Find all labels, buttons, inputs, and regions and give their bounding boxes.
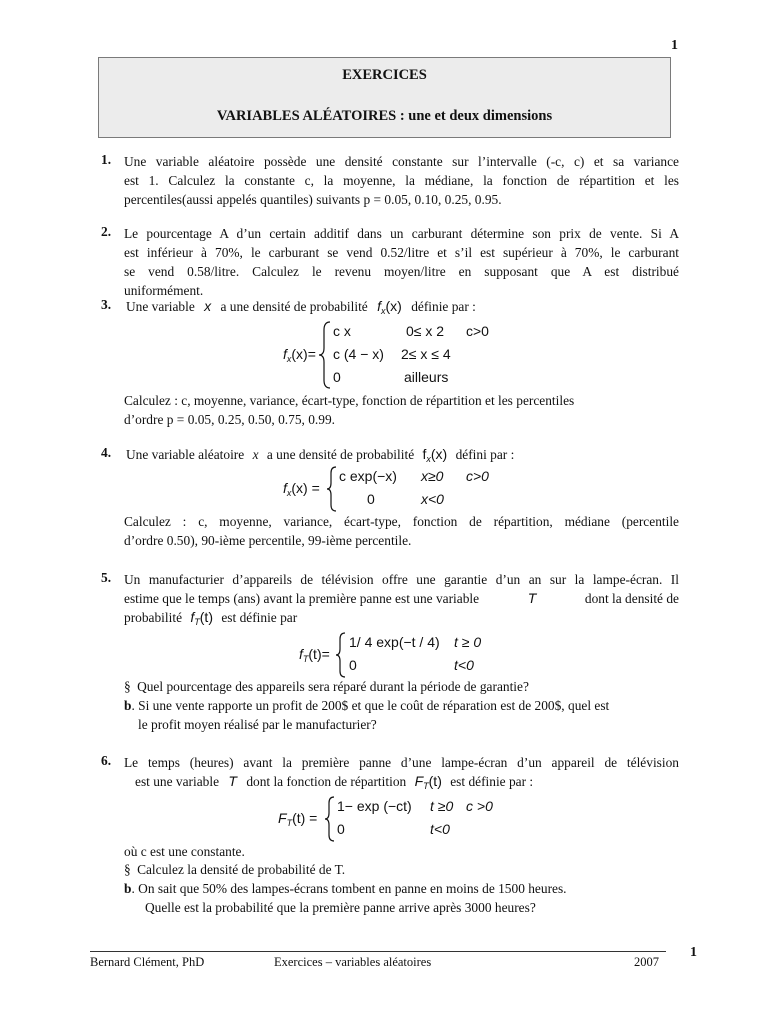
exercise-6-formula-lhs (278, 809, 317, 833)
e4-lhs-f: f (283, 480, 287, 496)
e3-case1-c: c>0 (466, 323, 489, 339)
exercise-5-line-3 (124, 608, 679, 627)
exercise-4-after-line-2: d’ordre 0.50), 90-ième percentile, 99-ième percentile. (124, 533, 412, 548)
exercise-3-formula-lhs (283, 345, 316, 369)
exercise-5-func-arg: (t) (199, 609, 213, 625)
exercise-2-line-3: se vend 0.58/litre. Calculez le revenu moyen/litre en supposant que A est distribué (124, 264, 679, 279)
exercise-4-variable: x (252, 447, 259, 462)
exercise-6-qa-text: Calculez la densité de probabilité de T. (137, 862, 346, 877)
e6-lhs-arg: (t) = (292, 810, 318, 826)
exercise-5-qb-line-1: . Si une vente rapporte un profit de 200$ et que le coût de réparation est de 200$, quel est (131, 698, 610, 713)
exercise-3-after-line-2: d’ordre p = 0.05, 0.25, 0.50, 0.75, 0.99. (124, 412, 335, 427)
exercise-4-intro-b: a une densité de probabilité (266, 447, 415, 462)
e3-case3-a: 0 (333, 369, 341, 385)
exercise-4-func: f (422, 446, 427, 462)
exercise-5-func: f (190, 609, 195, 625)
e4-case2-b: x<0 (421, 491, 444, 507)
exercise-3-brace (318, 320, 332, 390)
exercise-3-intro-a: Une variable (126, 299, 195, 314)
exercise-2-line-4: uniformément. (124, 283, 204, 298)
footer-center: Exercices – variables aléatoires (274, 955, 432, 969)
exercise-6-func-sub: T (423, 781, 429, 791)
exercise-3-func-arg: (x) (385, 298, 402, 314)
exercise-6-number: 6. (101, 753, 112, 768)
exercise-5-line-1: Un manufacturier d’appareils de télévision offre une garantie d’un an sur la lampe-écran. Il (124, 572, 679, 587)
exercise-1-number: 1. (101, 152, 112, 167)
exercise-5-brace (335, 631, 347, 679)
exercise-4-number: 4. (101, 445, 112, 460)
exercise-6-brace (324, 795, 336, 843)
exercise-2-text (124, 224, 679, 300)
exercise-4-brace (326, 465, 338, 513)
title-line-1: EXERCICES (342, 67, 427, 83)
exercise-4-func-sub: x (426, 454, 431, 464)
exercise-1-line-2: est 1. Calculez la constante c, la moyenne, la médiane, la fonction de répartition et les (124, 173, 679, 188)
footer-author: Bernard Clément, PhD (90, 955, 205, 969)
exercise-6-line-1: Le temps (heures) avant la première panne d’une lampe-écran d’un appareil de télévision (124, 755, 679, 770)
exercise-5-variable: T (527, 590, 537, 606)
exercise-2-number: 2. (101, 224, 112, 239)
e3-lhs-f: f (283, 346, 287, 362)
exercise-5-line-3-a: probabilité (124, 610, 183, 625)
exercise-5-question-b (124, 696, 609, 715)
exercise-4-func-arg: (x) (430, 446, 448, 462)
exercise-2-line-2: est inférieur à 70%, le carburant se vend 0.52/litre et s’il est supérieur à 70%, le carburant (124, 245, 679, 260)
exercise-5-line-3-b: est définie par (221, 610, 298, 625)
exercise-6-qa-mark: § (124, 862, 131, 877)
exercise-6-qb-line-1: . On sait que 50% des lampes-écrans tombent en panne en moins de 1500 heures. (131, 881, 567, 896)
e6-case1-a: 1− exp (−ct) (337, 798, 412, 814)
exercise-6-line-2-a: est une variable (135, 774, 220, 789)
exercise-3-intro-c: définie par : (411, 299, 476, 314)
exercise-5-question-a (124, 677, 529, 696)
exercise-4-intro-c: défini par : (455, 447, 515, 462)
exercise-5-formula-lhs (299, 645, 330, 669)
exercise-6-question-b (124, 879, 567, 898)
exercise-6-line-2-b: dont la fonction de répartition (246, 774, 407, 789)
exercise-6-text (124, 753, 679, 772)
exercise-6-qb-line-2: Quelle est la probabilité que la première panne arrive après 3000 heures? (145, 900, 536, 915)
e3-case1-b: 0≤ x 2 (406, 323, 445, 339)
exercise-4-after (124, 512, 679, 550)
page-number-bottom: 1 (690, 945, 697, 960)
e3-case1-a: c x (333, 323, 351, 339)
e5-case2-b: t<0 (454, 657, 474, 673)
exercise-5-line-2-a: estime que le temps (ans) avant la première panne est une variable (124, 591, 480, 606)
e6-lhs-sub: T (286, 818, 293, 828)
exercise-5-qb-line-2: le profit moyen réalisé par le manufacturier? (138, 717, 377, 732)
exercise-4-intro (126, 445, 514, 469)
exercise-5-qa-mark: § (124, 679, 131, 694)
e6-case2-a: 0 (337, 821, 345, 837)
footer-rule (90, 951, 666, 952)
e5-case1-b: t ≥ 0 (454, 634, 482, 650)
exercise-5-line-2-b: dont la densité de (584, 591, 679, 606)
exercise-1-text (124, 152, 679, 209)
e3-case2-b: 2≤ x ≤ 4 (401, 346, 451, 362)
exercise-3-after-line-1: Calculez : c, moyenne, variance, écart-type, fonction de répartition et les percentiles (124, 393, 575, 408)
exercise-5-qb-mark: b (124, 698, 132, 713)
exercise-5-line-2 (124, 589, 679, 608)
title-box (98, 57, 671, 138)
exercise-2-line-1: Le pourcentage A d’un certain additif dans un carburant détermine son prix de vente. Si A (124, 226, 679, 241)
exercise-6-note: où c est une constante. (124, 844, 245, 859)
exercise-4-intro-a: Une variable aléatoire (126, 447, 245, 462)
e6-case1-b: t ≥0 (430, 798, 454, 814)
e5-case1-a: 1/ 4 exp(−t / 4) (349, 634, 440, 650)
exercise-5-func-sub: T (194, 617, 200, 627)
e5-case2-a: 0 (349, 657, 357, 673)
exercise-6-line-2 (135, 772, 533, 796)
e4-case1-a: c exp(−x) (339, 468, 397, 484)
exercise-6-func: F (414, 773, 424, 789)
exercise-5-text (124, 570, 679, 627)
e5-lhs-sub: T (302, 654, 309, 664)
exercise-4-after-line-1: Calculez : c, moyenne, variance, écart-type, fonction de répartition, médiane (percentile (124, 514, 679, 529)
e3-lhs-sub: x (286, 354, 292, 364)
e4-case1-c: c>0 (466, 468, 489, 484)
e6-case1-c: c >0 (466, 798, 493, 814)
exercise-1-line-3: percentiles(aussi appelés quantiles) suivants p = 0.05, 0.10, 0.25, 0.95. (124, 192, 502, 207)
exercise-3-after (124, 391, 679, 429)
page-number-top: 1 (671, 38, 678, 53)
e3-lhs-arg: (x)= (291, 346, 316, 362)
e4-case1-b: x≥0 (421, 468, 444, 484)
e3-case3-b: ailleurs (404, 369, 449, 385)
footer-year: 2007 (634, 955, 659, 969)
e4-case2-a: 0 (367, 491, 375, 507)
e5-lhs-f: f (299, 646, 303, 662)
e6-case2-b: t<0 (430, 821, 450, 837)
exercise-6-line-2-c: est définie par : (450, 774, 534, 789)
exercise-1-line-1: Une variable aléatoire possède une densité constante sur l’intervalle (-c, c) et sa variance (124, 154, 679, 169)
e4-lhs-sub: x (286, 488, 292, 498)
exercise-6-func-arg: (t) (428, 773, 442, 789)
exercise-3-func: f (377, 298, 381, 314)
exercise-6-qb-mark: b (124, 881, 132, 896)
exercise-4-formula-lhs (283, 479, 320, 503)
exercise-3-intro-b: a une densité de probabilité (220, 299, 368, 314)
exercise-5-number: 5. (101, 570, 112, 585)
e3-case2-a: c (4 − x) (333, 346, 384, 362)
exercise-3-intro (126, 297, 476, 321)
title-line-2: VARIABLES ALÉATOIRES : une et deux dimensions (216, 108, 553, 124)
exercise-5-qa-text: Quel pourcentage des appareils sera réparé durant la période de garantie? (137, 679, 529, 694)
e5-lhs-arg: (t)= (308, 646, 330, 662)
exercise-3-func-sub: x (381, 306, 386, 316)
exercise-6-variable: T (228, 773, 237, 789)
exercise-6-question-a (124, 860, 345, 879)
e4-lhs-arg: (x) = (291, 480, 320, 496)
e6-lhs-f: F (278, 810, 287, 826)
exercise-3-number: 3. (101, 297, 112, 312)
exercise-3-variable: x (204, 298, 212, 314)
